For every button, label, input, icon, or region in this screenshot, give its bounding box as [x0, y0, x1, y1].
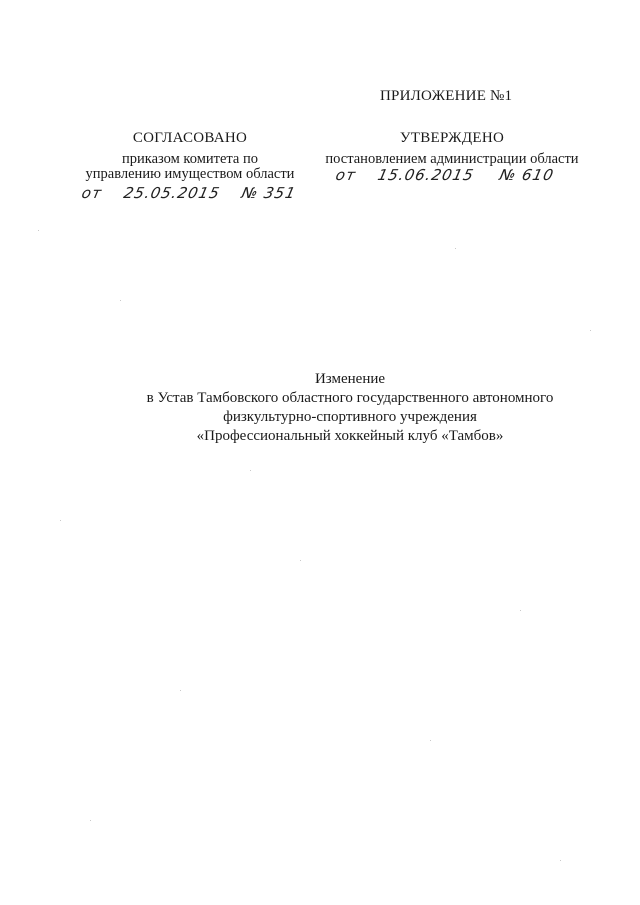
approved-heading: УТВЕРЖДЕНО	[399, 130, 505, 146]
agreed-heading: СОГЛАСОВАНО	[132, 130, 248, 146]
approved-resolution-number: № 610	[497, 166, 556, 184]
agreed-block	[70, 130, 310, 182]
agreed-date-prefix: от	[80, 184, 104, 202]
agreed-line-1: приказом комитета по	[121, 151, 259, 167]
agreed-date-value: 25.05.2015	[122, 184, 222, 202]
document-title	[100, 370, 600, 446]
title-line-1: Изменение	[314, 371, 386, 387]
approved-date-value: 15.06.2015	[376, 166, 476, 184]
title-line-3: физкультурно-спортивного учреждения	[223, 409, 477, 425]
title-line-2: в Устав Тамбовского областного государственного автономного	[146, 390, 554, 406]
agreed-handwritten-date	[80, 184, 298, 202]
agreed-line-2: управлению имуществом области	[85, 166, 295, 182]
title-line-4: «Профессиональный хоккейный клуб «Тамбов»	[196, 428, 504, 444]
approved-date-prefix: от	[334, 166, 358, 184]
approved-block	[312, 130, 592, 167]
approved-handwritten-date	[334, 166, 556, 184]
approved-line-1: постановлением администрации области	[325, 151, 579, 167]
agreed-order-number: № 351	[239, 184, 298, 202]
appendix-label: ПРИЛОЖЕНИЕ №1	[380, 88, 513, 104]
